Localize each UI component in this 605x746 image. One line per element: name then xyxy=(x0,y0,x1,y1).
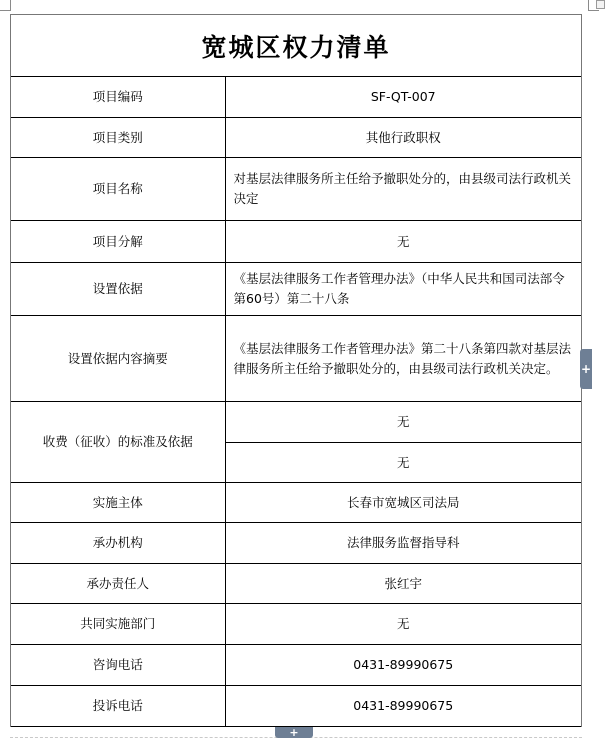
expand-bottom-button[interactable] xyxy=(275,727,313,738)
table-row xyxy=(11,604,581,645)
row-label-code: 项目编码 xyxy=(11,77,225,118)
row-value-fee-basis: 无 xyxy=(225,443,581,483)
row-value-code: SF-QT-007 xyxy=(225,77,581,118)
table-row xyxy=(11,118,581,158)
row-value-subject: 长春市宽城区司法局 xyxy=(225,483,581,523)
table-row xyxy=(11,316,581,402)
table-row xyxy=(11,645,581,686)
row-label-basis-summary: 设置依据内容摘要 xyxy=(11,316,225,402)
row-value-name: 对基层法律服务所主任给予撤职处分的，由县级司法行政机关决定 xyxy=(225,158,581,221)
row-value-joint: 无 xyxy=(225,604,581,645)
document-title: 宽城区权力清单 xyxy=(201,32,391,62)
row-label-person: 承办责任人 xyxy=(11,564,225,604)
row-value-breakdown: 无 xyxy=(225,221,581,263)
row-value-category: 其他行政职权 xyxy=(225,118,581,158)
row-value-basis: 《基层法律服务工作者管理办法》（中华人民共和国司法部令第60号）第二十八条 xyxy=(225,263,581,316)
row-value-person: 张红宇 xyxy=(225,564,581,604)
row-label-complaint: 投诉电话 xyxy=(11,686,225,727)
row-value-fee-standard: 无 xyxy=(225,402,581,443)
expand-right-button[interactable] xyxy=(580,349,592,389)
table-row xyxy=(11,263,581,316)
table-row xyxy=(11,221,581,263)
row-value-agency: 法律服务监督指导科 xyxy=(225,523,581,564)
row-label-consult: 咨询电话 xyxy=(11,645,225,686)
document-page xyxy=(10,14,582,727)
row-value-basis-summary: 《基层法律服务工作者管理办法》第二十八条第四款对基层法律服务所主任给予撤职处分的，由县级司法行政机关决定。 xyxy=(225,316,581,402)
row-label-joint: 共同实施部门 xyxy=(11,604,225,645)
crop-mark-top-left xyxy=(0,0,11,11)
row-label-fee: 收费（征收）的标准及依据 xyxy=(11,402,225,483)
corner-handle-icon[interactable] xyxy=(596,0,605,9)
row-label-category: 项目类别 xyxy=(11,118,225,158)
power-list-table xyxy=(11,76,581,727)
table-row xyxy=(11,483,581,523)
row-value-complaint: 0431-89990675 xyxy=(225,686,581,727)
plus-icon: + xyxy=(289,726,299,739)
table-row xyxy=(11,523,581,564)
table-row xyxy=(11,564,581,604)
row-label-name: 项目名称 xyxy=(11,158,225,221)
plus-icon: + xyxy=(580,362,592,376)
row-label-basis: 设置依据 xyxy=(11,263,225,316)
table-row xyxy=(11,158,581,221)
row-label-subject: 实施主体 xyxy=(11,483,225,523)
table-row xyxy=(11,686,581,727)
row-value-consult: 0431-89990675 xyxy=(225,645,581,686)
row-label-agency: 承办机构 xyxy=(11,523,225,564)
table-row xyxy=(11,77,581,118)
row-label-breakdown: 项目分解 xyxy=(11,221,225,263)
table-row xyxy=(11,402,581,443)
